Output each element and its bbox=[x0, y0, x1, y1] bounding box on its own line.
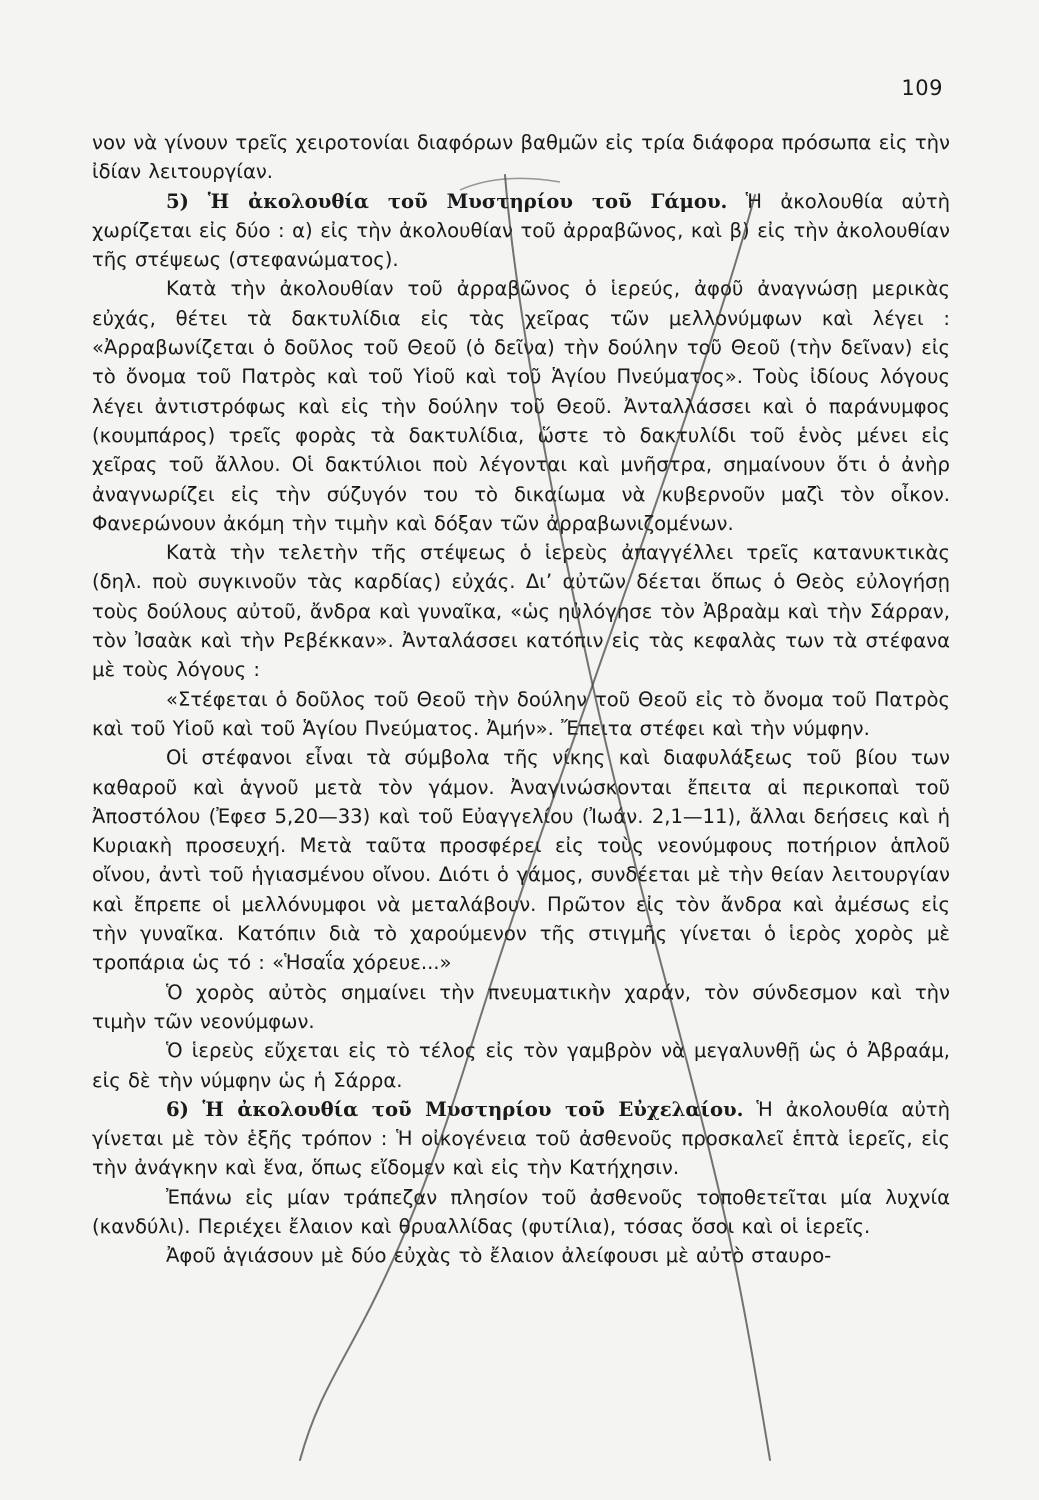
section-heading-5: 5) Ἡ ἀκολουθία τοῦ Μυστηρίου τοῦ Γάμου. bbox=[166, 189, 728, 213]
paragraph-8: Ὁ ἱερεὺς εὔχεται εἰς τὸ τέλος εἰς τὸν γαμβρὸν νὰ μεγαλυνθῇ ὡς ὁ Ἀβραάμ, εἰς δὲ τὴν νύμφην ὡς ἡ Σάρρα. bbox=[92, 1039, 950, 1092]
section-heading-6: 6) Ἡ ἀκολουθία τοῦ Μυστηρίου τοῦ Εὐχελαίου. bbox=[166, 1097, 744, 1121]
page-number: 109 bbox=[901, 76, 943, 100]
paragraph-7: Ὁ χορὸς αὐτὸς σημαίνει τὴν πνευματικὴν χαράν, τὸν σύνδεσμον καὶ τὴν τιμὴν τῶν νεονύμφων. bbox=[92, 980, 950, 1033]
paragraph-9-text: Ἡ ἀκολουθία αὐτὴ γίνεται μὲ τὸν ἑξῆς τρόπον : Ἡ οἰκογένεια τοῦ ἀσθενοῦς προσκαλεῖ ἑπτὰ ἱερεῖς, εἰς τὴν ἀνάγκην καὶ ἕνα, ὅπως εἴδομεν καὶ εἰς τὴν Κατήχησιν. bbox=[92, 1097, 950, 1180]
paragraph-1: νον νὰ γίνουν τρεῖς χειροτονίαι διαφόρων βαθμῶν εἰς τρία διάφορα πρόσωπα εἰς τὴν ἰδίαν λειτουργίαν. bbox=[92, 131, 950, 184]
paragraph-11: Ἀφοῦ ἁγιάσουν μὲ δύο εὐχὰς τὸ ἔλαιον ἀλείφουσι μὲ αὐτὸ σταυρο- bbox=[166, 1244, 832, 1268]
paragraph-6: Οἱ στέφανοι εἶναι τὰ σύμβολα τῆς νίκης καὶ διαφυλάξεως τοῦ βίου των καθαροῦ καὶ ἁγνοῦ μετὰ τὸν γάμον. Ἀναγινώσκονται ἔπειτα αἱ περικοπαὶ τοῦ Ἀποστόλου (Ἐφεσ 5,20—33) καὶ τοῦ Εὐαγγελίου (Ἰωάν. 2,1—11), ἄλλαι δεήσεις καὶ ἡ Κυριακὴ προσευχή. Μετὰ ταῦτα προσφέρει εἰς τοὺς νεονύμφους ποτήριον ἁπλοῦ οἴνου, ἀντὶ τοῦ ἡγιασμένου οἴνου. Διότι ὁ γάμος, συνδέεται μὲ τὴν θείαν λειτουργίαν καὶ ἔπρεπε οἱ μελλόνυμφοι νὰ μεταλάβουν. Πρῶτον εἰς τὸν ἄνδρα καὶ ἀμέσως εἰς τὴν γυναῖκα. Κατόπιν διὰ τὸ χαρούμενον τῆς στιγμῆς γίνεται ὁ ἱερὸς χορὸς μὲ τροπάρια ὡς τό : «Ἡσαΐα χόρευε...» bbox=[92, 746, 950, 975]
paragraph-4: Κατὰ τὴν τελετὴν τῆς στέψεως ὁ ἱερεὺς ἀπαγγέλλει τρεῖς κατανυκτικὰς (δηλ. ποὺ συγκινοῦν τὰς καρδίας) εὐχάς. Δι’ αὐτῶν δέεται ὅπως ὁ Θεὸς εὐλογήσῃ τοὺς δούλους αὐτοῦ, ἄνδρα καὶ γυναῖκα, «ὡς ηὐλόγησε τὸν Ἀβραὰμ καὶ τὴν Σάρραν, τὸν Ἰσαὰκ καὶ τὴν Ρεβέκκαν». Ἀνταλάσσει κατόπιν εἰς τὰς κεφαλὰς των τὰ στέφανα μὲ τοὺς λόγους : bbox=[92, 541, 950, 682]
paragraph-3: Κατὰ τὴν ἀκολουθίαν τοῦ ἀρραβῶνος ὁ ἱερεύς, ἀφοῦ ἀναγνώσῃ μερικὰς εὐχάς, θέτει τὰ δακτυλίδια εἰς τὰς χεῖρας τῶν μελλονύμφων καὶ λέγει : «Ἀρραβωνίζεται ὁ δοῦλος τοῦ Θεοῦ (ὁ δεῖνα) τὴν δούλην τοῦ Θεοῦ (τὴν δεῖναν) εἰς τὸ ὄνομα τοῦ Πατρὸς καὶ τοῦ Υἱοῦ καὶ τοῦ Ἁγίου Πνεύματος». Τοὺς ἰδίους λόγους λέγει ἀντιστρόφως καὶ εἰς τὴν δούλην τοῦ Θεοῦ. Ἀνταλλάσσει καὶ ὁ παράνυμφος (κουμπάρος) τρεῖς φορὰς τὰ δακτυλίδια, ὥστε τὸ δακτυλίδι τοῦ ἑνὸς μένει εἰς χεῖρας τοῦ ἄλλου. Οἱ δακτύλιοι ποὺ λέγονται καὶ μνῆστρα, σημαίνουν ὅτι ὁ ἀνὴρ ἀναγνωρίζει εἰς τὴν σύζυγόν του τὸ δικαίωμα νὰ κυβερνοῦν μαζὶ τὸν οἶκον. Φανερώνουν ἀκόμη τὴν τιμὴν καὶ δόξαν τῶν ἀρραβωνιζομένων. bbox=[92, 277, 950, 535]
paragraph-5: «Στέφεται ὁ δοῦλος τοῦ Θεοῦ τὴν δούλην τοῦ Θεοῦ εἰς τὸ ὄνομα τοῦ Πατρὸς καὶ τοῦ Υἱοῦ καὶ τοῦ Ἁγίου Πνεύματος. Ἀμήν». Ἔπειτα στέφει καὶ τὴν νύμφην. bbox=[92, 687, 950, 740]
paragraph-10: Ἐπάνω εἰς μίαν τράπεζαν πλησίον τοῦ ἀσθενοῦς τοποθετεῖται μία λυχνία (κανδύλι). Περιέχει ἔλαιον καὶ θρυαλλίδας (φυτίλια), τόσας ὅσοι καὶ οἱ ἱερεῖς. bbox=[92, 1185, 950, 1238]
paragraph-2-text: Ἡ ἀκολουθία αὐτὴ χωρίζεται εἰς δύο : α) εἰς τὴν ἀκολουθίαν τοῦ ἀρραβῶνος, καὶ β) εἰς τὴν ἀκολουθίαν τῆς στέψεως (στεφανώματος). bbox=[92, 189, 950, 272]
paragraph-2 bbox=[92, 187, 950, 275]
paragraph-9 bbox=[92, 1095, 950, 1183]
text-body bbox=[92, 128, 950, 1271]
